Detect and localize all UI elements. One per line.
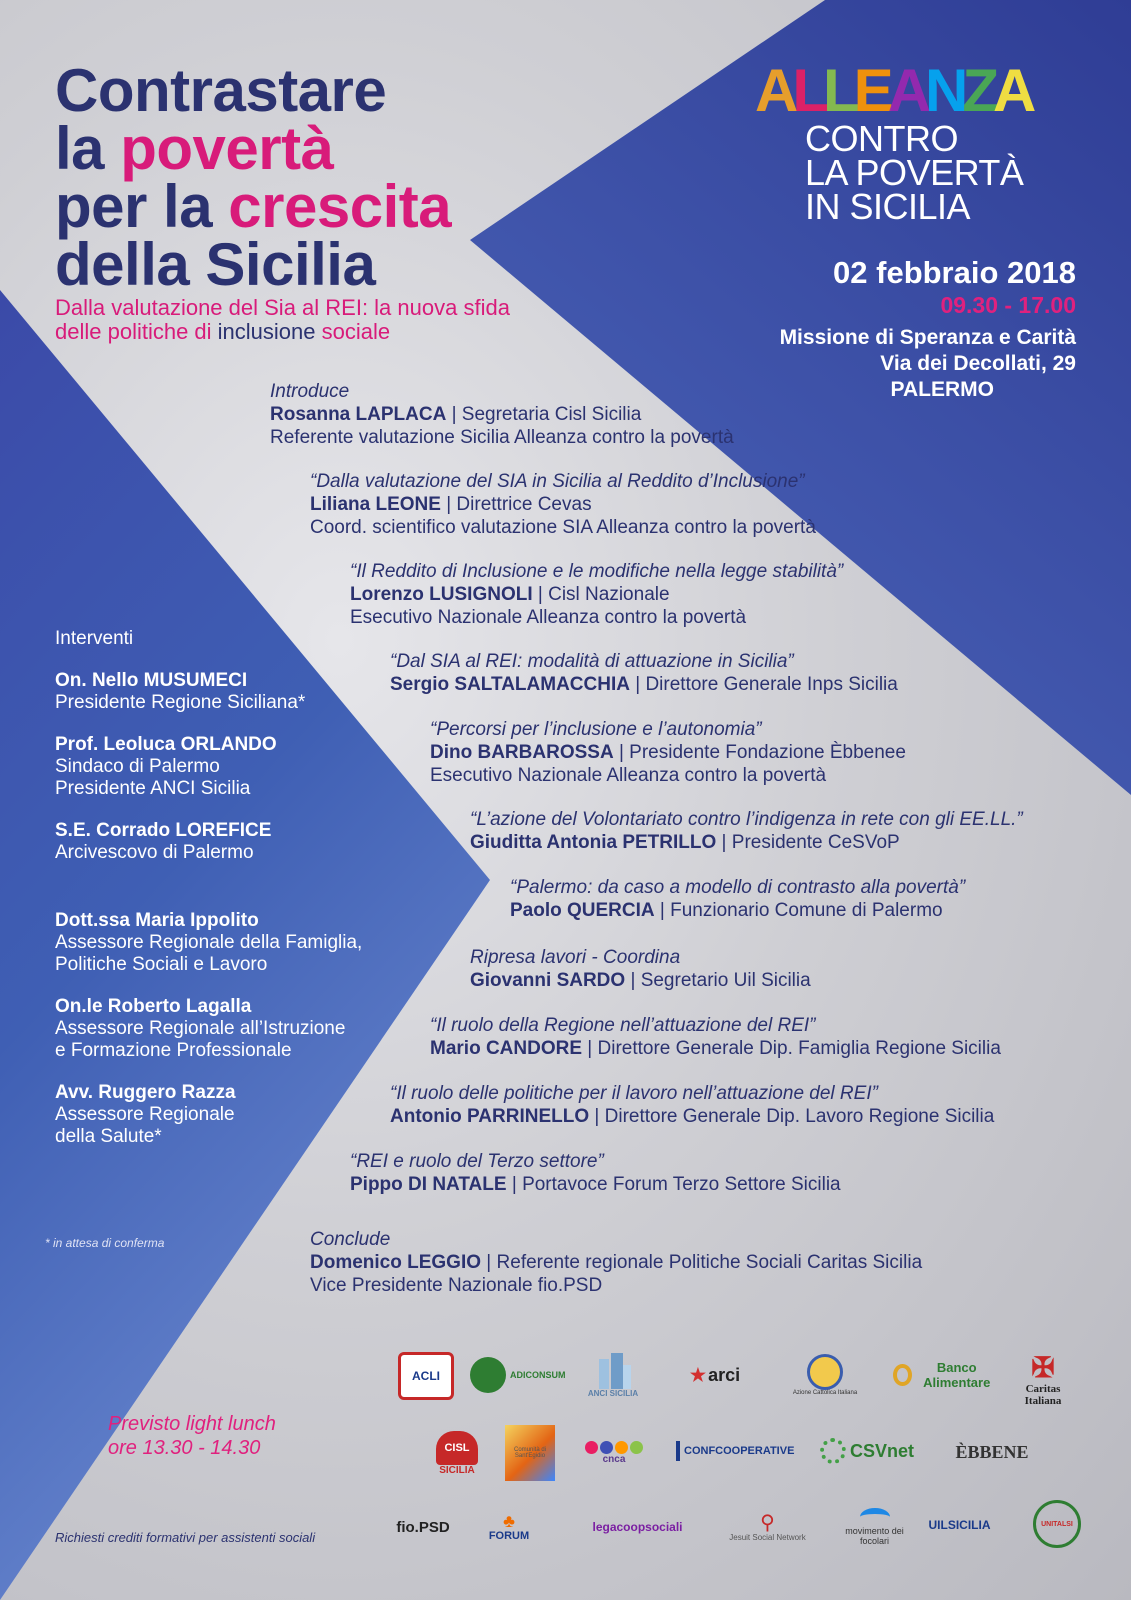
csvnet-icon bbox=[820, 1438, 846, 1464]
program-item-speaker: Pippo DI NATALE | Portavoce Forum Terzo Settore Sicilia bbox=[350, 1174, 841, 1195]
logo-letter: A bbox=[887, 57, 926, 124]
logo-letter: Z bbox=[962, 57, 994, 124]
anci-building-icon bbox=[593, 1353, 633, 1389]
program-item-head: “Palermo: da caso a modello di contrasto alla povertà” bbox=[510, 877, 966, 898]
speaker-role: Segretario Uil Sicilia bbox=[640, 970, 811, 991]
program-item-speaker: Lorenzo LUSIGNOLI | Cisl Nazionale bbox=[350, 584, 670, 605]
banco-alimentare-logo bbox=[893, 1360, 998, 1390]
program-item-speaker: Sergio SALTALAMACCHIA | Direttore Generale Inps Sicilia bbox=[390, 674, 898, 695]
jesuit-text: Jesuit Social Network bbox=[729, 1532, 806, 1542]
alleanza-wordmark bbox=[755, 57, 1085, 124]
title-line-2 bbox=[55, 115, 451, 182]
title-line-4: della Sicilia bbox=[55, 231, 376, 298]
subtitle-line-2 bbox=[55, 320, 510, 344]
page-title bbox=[55, 57, 452, 298]
banco-alimentare-text: Banco Alimentare bbox=[923, 1360, 991, 1390]
fiopsd-text: fio.PSD bbox=[396, 1518, 450, 1536]
unitalsi-logo bbox=[1033, 1500, 1081, 1548]
title-line-1: Contrastare bbox=[55, 57, 387, 124]
intervento-name: Avv. Ruggero Razza bbox=[55, 1082, 236, 1103]
intervento-name: Dott.ssa Maria Ippolito bbox=[55, 910, 259, 931]
logo-letter: A bbox=[993, 57, 1031, 124]
lunch-line-1: Previsto light lunch bbox=[108, 1413, 276, 1435]
adiconsum-circle-icon bbox=[470, 1357, 506, 1393]
event-time: 09.30 - 17.00 bbox=[940, 292, 1076, 318]
program-item bbox=[390, 650, 898, 696]
speaker-name: Lorenzo LUSIGNOLI bbox=[350, 584, 533, 605]
speaker-role: Presidente CeSVoP bbox=[731, 832, 900, 853]
banco-alimentare-icon bbox=[893, 1364, 912, 1386]
forum-text: FORUM bbox=[488, 1530, 530, 1542]
cnca-dots-icon bbox=[585, 1441, 643, 1454]
title-line-3 bbox=[55, 173, 452, 240]
speaker-role: Direttore Generale Dip. Lavoro Regione Sicilia bbox=[604, 1106, 995, 1127]
intervento-item bbox=[55, 910, 362, 976]
tagline-line-1: CONTRO bbox=[805, 118, 958, 159]
program-item-speaker: Dino BARBAROSSA | Presidente Fondazione Èbbenee bbox=[430, 742, 906, 763]
speaker-extra: Vice Presidente Nazionale fio.PSD bbox=[310, 1275, 603, 1296]
speaker-extra: Referente valutazione Sicilia Alleanza contro la povertà bbox=[270, 427, 734, 448]
cnca-logo-text: cnca bbox=[602, 1454, 626, 1465]
speaker-role: Cisl Nazionale bbox=[548, 584, 670, 605]
legacoop-logo bbox=[580, 1512, 695, 1542]
logo-letter: A bbox=[755, 57, 793, 124]
speaker-role: Segretaria Cisl Sicilia bbox=[461, 404, 642, 425]
program-item-speaker: Paolo QUERCIA | Funzionario Comune di Palermo bbox=[510, 900, 943, 921]
intervento-role-2: e Formazione Professionale bbox=[55, 1040, 292, 1061]
speaker-name: Paolo QUERCIA bbox=[510, 900, 655, 921]
intervento-name: On.le Roberto Lagalla bbox=[55, 996, 252, 1017]
logo-letter: E bbox=[853, 57, 888, 124]
program-item bbox=[510, 876, 965, 922]
intervento-role-2: Presidente ANCI Sicilia bbox=[55, 778, 251, 799]
intervento-item bbox=[55, 670, 362, 714]
subtitle bbox=[55, 296, 510, 344]
intervento-role: Presidente Regione Siciliana* bbox=[55, 692, 306, 713]
subtitle-line-1: Dalla valutazione del Sia al REI: la nuova sfida bbox=[55, 295, 510, 320]
santegidio-logo-text: Comunità di Sant'Egidio bbox=[513, 1447, 546, 1459]
program-item bbox=[390, 1082, 994, 1128]
program-item bbox=[310, 470, 816, 539]
anci-logo bbox=[583, 1350, 643, 1400]
intervento-item bbox=[55, 734, 362, 800]
title-line-3-b: crescita bbox=[228, 173, 452, 240]
azione-cattolica-text: Azione Cattolica Italiana bbox=[792, 1390, 858, 1396]
fiopsd-logo bbox=[392, 1512, 454, 1542]
cisl-logo bbox=[432, 1425, 482, 1481]
tagline-line-2: LA POVERTÀ bbox=[805, 152, 1024, 193]
speaker-role: Referente regionale Politiche Sociali Caritas Sicilia bbox=[496, 1252, 923, 1273]
tagline-line-3: IN SICILIA bbox=[805, 186, 971, 227]
speaker-name: Mario CANDORE bbox=[430, 1038, 583, 1059]
adiconsum-logo bbox=[470, 1355, 575, 1395]
cisl-logo-sub: SICILIA bbox=[439, 1464, 475, 1476]
ebbene-logo bbox=[952, 1437, 1032, 1467]
confcooperative-logo bbox=[676, 1437, 795, 1465]
title-line-3-a: per la bbox=[55, 173, 229, 240]
speaker-role: Direttore Generale Dip. Famiglia Regione Sicilia bbox=[597, 1038, 1001, 1059]
arci-logo bbox=[690, 1360, 740, 1390]
unitalsi-text: UNITALSI bbox=[1041, 1520, 1073, 1528]
lunch-line-2: ore 13.30 - 14.30 bbox=[108, 1437, 261, 1459]
speaker-name: Domenico LEGGIO bbox=[310, 1252, 482, 1273]
intervento-name: On. Nello MUSUMECI bbox=[55, 670, 248, 691]
program-item-head: “L’azione del Volontariato contro l’indigenza in rete con gli EE.LL.” bbox=[470, 809, 1023, 830]
program-item-speaker: Mario CANDORE | Direttore Generale Dip. Famiglia Regione Sicilia bbox=[430, 1038, 1001, 1059]
venue-name: Missione di Speranza e Carità bbox=[779, 326, 1076, 349]
logo-letter: N bbox=[925, 57, 963, 124]
venue-address: Via dei Decollati, 29 bbox=[880, 352, 1076, 375]
speaker-name: Pippo DI NATALE bbox=[350, 1174, 507, 1195]
logo-letter: L bbox=[792, 57, 823, 124]
intervento-role-2: della Salute* bbox=[55, 1126, 162, 1147]
speaker-name: Antonio PARRINELLO bbox=[390, 1106, 590, 1127]
intervento-role: Assessore Regionale bbox=[55, 1104, 235, 1125]
program-item bbox=[470, 946, 811, 992]
speaker-role: Direttore Generale Inps Sicilia bbox=[645, 674, 898, 695]
alleanza-logo bbox=[755, 57, 1085, 227]
uil-logo bbox=[917, 1510, 1002, 1540]
forum-logo bbox=[478, 1505, 540, 1549]
credits-note: Richiesti crediti formativi per assistenti sociali bbox=[55, 1530, 316, 1545]
program-item bbox=[470, 808, 1023, 854]
subtitle-line-2-a: delle politiche di bbox=[55, 319, 218, 344]
program-item-speaker: Giovanni SARDO | Segretario Uil Sicilia bbox=[470, 970, 811, 991]
intervento-role: Assessore Regionale all’Istruzione bbox=[55, 1018, 346, 1039]
intervento-role: Sindaco di Palermo bbox=[55, 756, 220, 777]
focolari-arc-icon bbox=[860, 1508, 890, 1526]
program-item bbox=[310, 1228, 922, 1297]
azione-cattolica-icon bbox=[807, 1354, 843, 1390]
intervento-item bbox=[55, 820, 362, 864]
alleanza-tagline bbox=[755, 118, 1085, 227]
speaker-extra: Esecutivo Nazionale Alleanza contro la povertà bbox=[350, 607, 747, 628]
uil-text: UILSICILIA bbox=[928, 1518, 991, 1532]
program-item-speaker: Liliana LEONE | Direttrice Cevas bbox=[310, 494, 592, 515]
jesuit-figure-icon: ⚲ bbox=[760, 1511, 775, 1534]
program-item bbox=[430, 718, 906, 787]
caritas-logo bbox=[1013, 1352, 1073, 1410]
anci-logo-text: ANCI SICILIA bbox=[587, 1388, 639, 1398]
speaker-extra: Coord. scientifico valutazione SIA Alleanza contro la povertà bbox=[310, 517, 816, 538]
program-item-head: “Dalla valutazione del SIA in Sicilia al Reddito d’Inclusione” bbox=[310, 471, 805, 492]
jesuit-social-network-logo bbox=[715, 1508, 820, 1546]
csvnet-logo bbox=[820, 1433, 920, 1469]
ebbene-text: ÈBBENE bbox=[955, 1441, 1029, 1462]
caritas-cross-icon: ✠ bbox=[1031, 1353, 1055, 1384]
speaker-extra: Esecutivo Nazionale Alleanza contro la povertà bbox=[430, 765, 827, 786]
arci-logo-text: arci bbox=[708, 1364, 741, 1385]
azione-cattolica-logo bbox=[790, 1350, 860, 1400]
program-item-speaker: Rosanna LAPLACA | Segretaria Cisl Sicilia bbox=[270, 404, 642, 425]
subtitle-line-2-b: inclusione bbox=[217, 319, 316, 344]
event-date: 02 febbraio 2018 bbox=[833, 255, 1076, 290]
cnca-logo bbox=[578, 1433, 650, 1473]
lunch-info bbox=[108, 1412, 276, 1460]
program-item-head: “Il ruolo della Regione nell’attuazione del REI” bbox=[430, 1015, 816, 1036]
logo-letter: L bbox=[823, 57, 854, 124]
interventi-label: Interventi bbox=[55, 628, 134, 649]
speaker-name: Rosanna LAPLACA bbox=[270, 404, 447, 425]
speaker-role: Presidente Fondazione Èbbenee bbox=[629, 742, 906, 763]
adiconsum-logo-text: ADICONSUM bbox=[510, 1370, 566, 1380]
speaker-role: Funzionario Comune di Palermo bbox=[670, 900, 943, 921]
program-item-head: “Il ruolo delle politiche per il lavoro nell’attuazione del REI” bbox=[390, 1083, 878, 1104]
program-item-head: “Dal SIA al REI: modalità di attuazione in Sicilia” bbox=[390, 651, 794, 672]
program-item-head: Introduce bbox=[270, 381, 350, 402]
confcooperative-icon bbox=[676, 1441, 680, 1461]
intervento-role-2: Politiche Sociali e Lavoro bbox=[55, 954, 268, 975]
legacoop-text: legacoopsociali bbox=[592, 1520, 683, 1534]
program-item-head: “Percorsi per l’inclusione e l’autonomia” bbox=[430, 719, 762, 740]
program-item bbox=[270, 380, 734, 449]
confcooperative-text: CONFCOOPERATIVE bbox=[684, 1445, 795, 1457]
intervento-name: Prof. Leoluca ORLANDO bbox=[55, 734, 277, 755]
cisl-logo-text: CISL bbox=[436, 1431, 478, 1465]
program-item bbox=[430, 1014, 1001, 1060]
speaker-name: Sergio SALTALAMACCHIA bbox=[390, 674, 630, 695]
interventi-list bbox=[55, 628, 362, 1168]
acli-logo bbox=[398, 1352, 454, 1400]
subtitle-line-2-c: sociale bbox=[315, 319, 391, 344]
speaker-role: Portavoce Forum Terzo Settore Sicilia bbox=[522, 1174, 841, 1195]
title-line-2-b: povertà bbox=[120, 115, 334, 182]
program-item bbox=[350, 1150, 841, 1196]
speaker-role: Direttrice Cevas bbox=[456, 494, 592, 515]
acli-logo-text: ACLI bbox=[412, 1369, 440, 1383]
csvnet-text: CSVnet bbox=[850, 1440, 915, 1461]
speaker-name: Liliana LEONE bbox=[310, 494, 441, 515]
program-item-head: Conclude bbox=[310, 1229, 391, 1250]
program-item-head: “Il Reddito di Inclusione e le modifiche nella legge stabilità” bbox=[350, 561, 844, 582]
program-item-speaker: Giuditta Antonia PETRILLO | Presidente CeSVoP bbox=[470, 832, 900, 853]
speaker-name: Giovanni SARDO bbox=[470, 970, 626, 991]
arci-star-icon: ★ bbox=[689, 1364, 707, 1385]
santegidio-logo bbox=[505, 1425, 555, 1481]
intervento-role: Arcivescovo di Palermo bbox=[55, 842, 254, 863]
confirmation-note: * in attesa di conferma bbox=[45, 1236, 165, 1250]
intervento-name: S.E. Corrado LOREFICE bbox=[55, 820, 272, 841]
program-item-speaker: Antonio PARRINELLO | Direttore Generale Dip. Lavoro Regione Sicilia bbox=[390, 1106, 995, 1127]
intervento-role: Assessore Regionale della Famiglia, bbox=[55, 932, 363, 953]
caritas-logo-text: Caritas Italiana bbox=[1024, 1383, 1062, 1407]
forum-figure-icon: ♣ bbox=[503, 1511, 515, 1531]
program-item bbox=[350, 560, 843, 629]
program-item-head: Ripresa lavori - Coordina bbox=[470, 947, 681, 968]
focolari-logo bbox=[842, 1505, 907, 1549]
intervento-item bbox=[55, 1082, 362, 1148]
program-item-head: “REI e ruolo del Terzo settore” bbox=[350, 1151, 604, 1172]
title-line-2-a: la bbox=[55, 115, 121, 182]
speaker-name: Dino BARBAROSSA bbox=[430, 742, 614, 763]
program-item-speaker: Domenico LEGGIO | Referente regionale Politiche Sociali Caritas Sicilia bbox=[310, 1252, 923, 1273]
speaker-name: Giuditta Antonia PETRILLO bbox=[470, 832, 717, 853]
event-venue bbox=[780, 325, 1076, 403]
venue-city: PALERMO bbox=[890, 378, 994, 401]
intervento-item bbox=[55, 996, 362, 1062]
focolari-text: movimento dei focolari bbox=[845, 1526, 904, 1546]
